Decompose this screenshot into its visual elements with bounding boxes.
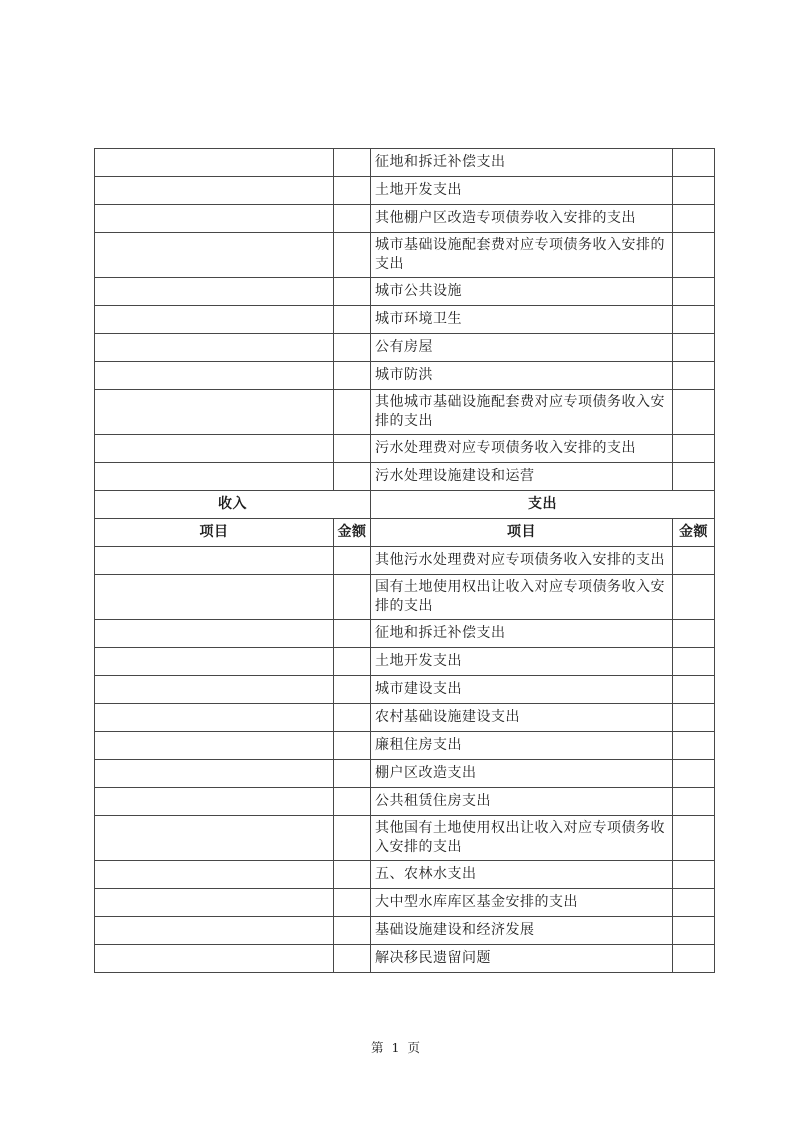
income-item-cell: [95, 704, 334, 732]
table-row: [95, 861, 715, 889]
expense-item-cell: 城市基础设施配套费对应专项债务收入安排的支出: [371, 233, 673, 278]
table-header-section: [95, 491, 715, 547]
expense-amount-cell: [673, 676, 715, 704]
table-row: [95, 149, 715, 177]
income-item-cell: [95, 917, 334, 945]
income-amount-cell: [334, 917, 371, 945]
expense-item-cell: 土地开发支出: [371, 648, 673, 676]
income-item-cell: [95, 732, 334, 760]
expense-item-cell: 其他棚户区改造专项债券收入安排的支出: [371, 205, 673, 233]
table-row: [95, 306, 715, 334]
income-amount-cell: [334, 463, 371, 491]
expense-item-cell: 棚户区改造支出: [371, 760, 673, 788]
income-amount-cell: [334, 306, 371, 334]
expense-amount-cell: [673, 704, 715, 732]
income-amount-column-header: 金额: [334, 519, 371, 547]
income-item-cell: [95, 760, 334, 788]
expense-item-cell: 其他城市基础设施配套费对应专项债务收入安排的支出: [371, 390, 673, 435]
expense-item-cell: 土地开发支出: [371, 177, 673, 205]
expense-item-cell: 公有房屋: [371, 334, 673, 362]
income-amount-cell: [334, 575, 371, 620]
table-row: [95, 233, 715, 278]
table-row: [95, 334, 715, 362]
table-continuation-section: [95, 149, 715, 491]
income-item-cell: [95, 945, 334, 973]
table-row: [95, 788, 715, 816]
table-row: [95, 945, 715, 973]
table-row: [95, 547, 715, 575]
expense-amount-cell: [673, 463, 715, 491]
expense-item-cell: 其他国有土地使用权出让收入对应专项债务收入安排的支出: [371, 816, 673, 861]
income-amount-cell: [334, 816, 371, 861]
income-amount-cell: [334, 205, 371, 233]
income-amount-cell: [334, 676, 371, 704]
income-item-column-header: 项目: [95, 519, 334, 547]
income-item-cell: [95, 435, 334, 463]
income-amount-cell: [334, 760, 371, 788]
table-row: [95, 704, 715, 732]
income-item-cell: [95, 177, 334, 205]
income-item-cell: [95, 861, 334, 889]
table-row: [95, 278, 715, 306]
expense-amount-cell: [673, 233, 715, 278]
expense-item-cell: 城市建设支出: [371, 676, 673, 704]
expense-item-cell: 国有土地使用权出让收入对应专项债务收入安排的支出: [371, 575, 673, 620]
income-amount-cell: [334, 149, 371, 177]
expense-item-cell: 城市防洪: [371, 362, 673, 390]
table-row: [95, 760, 715, 788]
income-amount-cell: [334, 889, 371, 917]
table-row: [95, 435, 715, 463]
income-amount-cell: [334, 278, 371, 306]
expense-amount-cell: [673, 760, 715, 788]
expense-item-column-header: 项目: [371, 519, 673, 547]
expense-item-cell: 基础设施建设和经济发展: [371, 917, 673, 945]
table-row: [95, 732, 715, 760]
expense-item-cell: 征地和拆迁补偿支出: [371, 149, 673, 177]
expense-amount-cell: [673, 575, 715, 620]
income-item-cell: [95, 620, 334, 648]
expense-section-header: 支出: [371, 491, 715, 519]
expense-item-cell: 农村基础设施建设支出: [371, 704, 673, 732]
table-row: [95, 390, 715, 435]
expense-amount-cell: [673, 917, 715, 945]
expense-amount-column-header: 金额: [673, 519, 715, 547]
table-row: [95, 362, 715, 390]
income-item-cell: [95, 334, 334, 362]
expense-item-cell: 城市环境卫生: [371, 306, 673, 334]
income-item-cell: [95, 390, 334, 435]
table-row: [95, 205, 715, 233]
income-amount-cell: [334, 334, 371, 362]
expense-amount-cell: [673, 816, 715, 861]
budget-table: [94, 148, 715, 973]
income-item-cell: [95, 676, 334, 704]
table-row: [95, 575, 715, 620]
income-amount-cell: [334, 861, 371, 889]
income-item-cell: [95, 306, 334, 334]
expense-amount-cell: [673, 889, 715, 917]
table-row: [95, 620, 715, 648]
expense-amount-cell: [673, 861, 715, 889]
income-item-cell: [95, 575, 334, 620]
expense-amount-cell: [673, 547, 715, 575]
expense-amount-cell: [673, 334, 715, 362]
expense-amount-cell: [673, 620, 715, 648]
income-amount-cell: [334, 435, 371, 463]
income-item-cell: [95, 889, 334, 917]
income-item-cell: [95, 816, 334, 861]
income-amount-cell: [334, 732, 371, 760]
expense-amount-cell: [673, 435, 715, 463]
income-amount-cell: [334, 547, 371, 575]
income-amount-cell: [334, 177, 371, 205]
income-item-cell: [95, 547, 334, 575]
expense-item-cell: 城市公共设施: [371, 278, 673, 306]
income-amount-cell: [334, 620, 371, 648]
income-item-cell: [95, 362, 334, 390]
expense-item-cell: 廉租住房支出: [371, 732, 673, 760]
income-item-cell: [95, 233, 334, 278]
expense-amount-cell: [673, 205, 715, 233]
income-amount-cell: [334, 233, 371, 278]
expense-item-cell: 公共租赁住房支出: [371, 788, 673, 816]
expense-amount-cell: [673, 732, 715, 760]
expense-item-cell: 解决移民遗留问题: [371, 945, 673, 973]
expense-item-cell: 污水处理费对应专项债务收入安排的支出: [371, 435, 673, 463]
table-row: [95, 648, 715, 676]
table-body-section: [95, 547, 715, 973]
expense-amount-cell: [673, 945, 715, 973]
income-item-cell: [95, 788, 334, 816]
income-item-cell: [95, 205, 334, 233]
expense-amount-cell: [673, 362, 715, 390]
income-amount-cell: [334, 945, 371, 973]
income-item-cell: [95, 149, 334, 177]
table-row: [95, 917, 715, 945]
expense-amount-cell: [673, 278, 715, 306]
income-item-cell: [95, 278, 334, 306]
expense-amount-cell: [673, 648, 715, 676]
page-number: 第 1 页: [371, 1040, 422, 1055]
income-item-cell: [95, 463, 334, 491]
expense-amount-cell: [673, 149, 715, 177]
income-section-header: 收入: [95, 491, 371, 519]
expense-amount-cell: [673, 390, 715, 435]
expense-amount-cell: [673, 788, 715, 816]
table-row: [95, 177, 715, 205]
table-row: [95, 463, 715, 491]
income-amount-cell: [334, 788, 371, 816]
table-row: [95, 676, 715, 704]
income-amount-cell: [334, 390, 371, 435]
expense-item-cell: 污水处理设施建设和运营: [371, 463, 673, 491]
expense-item-cell: 大中型水库库区基金安排的支出: [371, 889, 673, 917]
section-header-row: [95, 491, 715, 519]
expense-item-cell: 其他污水处理费对应专项债务收入安排的支出: [371, 547, 673, 575]
expense-item-cell: 征地和拆迁补偿支出: [371, 620, 673, 648]
income-item-cell: [95, 648, 334, 676]
table-row: [95, 889, 715, 917]
expense-item-cell: 五、农林水支出: [371, 861, 673, 889]
income-amount-cell: [334, 362, 371, 390]
income-amount-cell: [334, 704, 371, 732]
expense-amount-cell: [673, 177, 715, 205]
column-header-row: [95, 519, 715, 547]
expense-amount-cell: [673, 306, 715, 334]
income-amount-cell: [334, 648, 371, 676]
table-row: [95, 816, 715, 861]
